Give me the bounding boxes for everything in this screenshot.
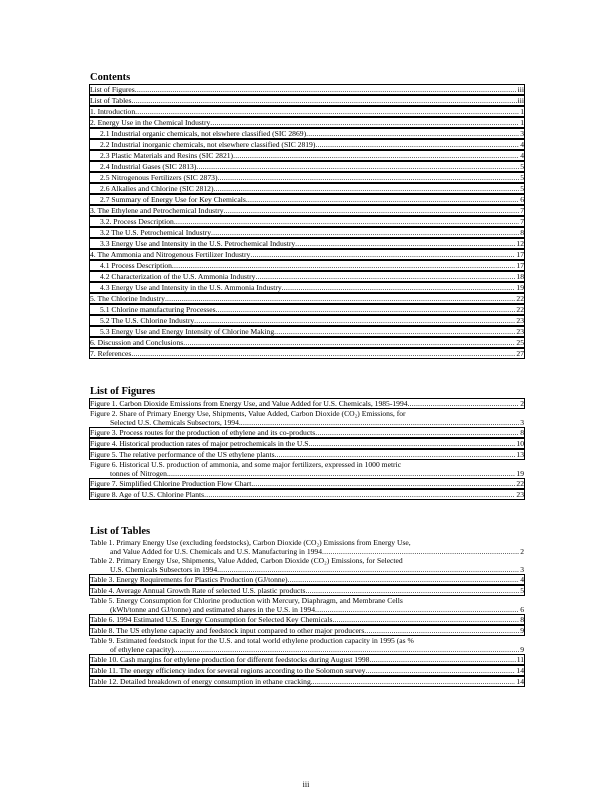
figure-entry-title: Figure 3. Process routes for the production of ethylene and its co-products — [90, 428, 316, 437]
table-entry-title: Table 5. Energy Consumption for Chlorine production with Mercury, Diaphragm, and Membrane Cells — [90, 596, 403, 605]
dot-leader — [295, 239, 515, 248]
toc-entry-title: 3.2. Process Description — [100, 217, 174, 226]
dot-leader — [305, 586, 519, 595]
toc-entry-page: 6 — [520, 195, 524, 204]
toc-entry-line — [90, 316, 524, 325]
dot-leader — [310, 439, 515, 448]
toc-entry-line — [90, 206, 524, 215]
dot-leader — [255, 272, 515, 281]
table-entry-line — [90, 615, 524, 624]
dot-leader — [131, 349, 515, 358]
table-entry-title: Table 9. Estimated feedstock input for the U.S. and total world ethylene production capacity in 1995 (as % — [90, 636, 414, 645]
figure-entry-title: Figure 5. The relative performance of the US ethylene plants. — [90, 450, 277, 459]
table-entry-title: Table 11. The energy efficiency index for several regions according to the Solomon survey — [90, 666, 366, 675]
table-entry-page: 6 — [520, 605, 524, 614]
table-entry-page: 11 — [516, 655, 524, 664]
dot-leader — [365, 666, 515, 675]
table-entry-link[interactable] — [90, 538, 524, 556]
table-entry-title: Table 1. Primary Energy Use (excluding feedstocks), Carbon Dioxide (CO₂) Emissions from Energy Use, — [90, 538, 411, 547]
table-entry-page: 5 — [520, 586, 524, 595]
dot-leader — [322, 547, 519, 556]
figure-entry-title: Figure 1. Carbon Dioxide Emissions from Energy Use, and Value Added for U.S. Chemicals, 1985-1994 — [90, 399, 408, 408]
toc-entry-link[interactable] — [89, 227, 525, 238]
figure-entry-page: 2 — [520, 399, 524, 408]
toc-entry-page: 23 — [516, 316, 524, 325]
toc-entry-line — [90, 349, 524, 358]
table-entry-line — [90, 636, 524, 645]
toc-entry-link[interactable] — [89, 84, 525, 95]
dot-leader — [315, 140, 519, 149]
dot-leader — [183, 338, 515, 347]
figure-entry-link[interactable] — [89, 478, 525, 489]
toc-entry-link[interactable] — [89, 315, 525, 326]
toc-entry-line — [90, 294, 524, 303]
table-entry-link[interactable] — [89, 676, 525, 687]
toc-entry-line — [90, 261, 524, 270]
toc-entry-link[interactable] — [89, 95, 525, 106]
tables-section — [90, 526, 524, 687]
figure-entry-page: 13 — [516, 450, 524, 459]
figure-entry-line — [90, 399, 524, 408]
toc-entry-title: 2.5 Nitrogenous Fertilizers (SIC 2873) — [100, 173, 218, 182]
toc-entry-line — [90, 195, 524, 204]
toc-entry-page: iii — [517, 96, 524, 105]
toc-entry-page: 4 — [520, 151, 524, 160]
toc-entry-link[interactable] — [89, 271, 525, 282]
toc-entry-line — [90, 162, 524, 171]
figure-entry-title: Figure 4. Historical production rates of major petrochemicals in the U.S. — [90, 439, 311, 448]
dot-leader — [196, 162, 519, 171]
toc-entry-title: 7. References — [90, 349, 132, 358]
dot-leader — [246, 195, 519, 204]
dot-leader — [174, 217, 519, 226]
table-entry-page: 2 — [520, 547, 524, 556]
toc-entry-line — [90, 173, 524, 182]
toc-entry-link[interactable] — [89, 128, 525, 139]
dot-leader — [172, 261, 515, 270]
table-entry-link[interactable] — [90, 596, 524, 614]
toc-entry-page: 7 — [520, 206, 524, 215]
figures-list — [90, 398, 524, 500]
figure-entry-page: 3 — [520, 418, 524, 427]
figure-entry-page: 22 — [516, 479, 524, 488]
toc-entry-title: 5.2 The U.S. Chlorine Industry — [100, 316, 195, 325]
figure-entry-page: 10 — [516, 439, 524, 448]
table-entry-title: Table 8. The US ethylene capacity and feedstock input compared to other major producers — [90, 626, 365, 635]
dot-leader — [135, 85, 517, 94]
toc-entry-title: 4. The Ammonia and Nitrogenous Fertilizer Industry — [90, 250, 251, 259]
table-entry-page: 4 — [520, 575, 524, 584]
tables-list — [90, 538, 524, 687]
table-entry-link[interactable] — [89, 614, 525, 625]
table-entry-line — [90, 538, 524, 547]
toc-entry-title: 3.3 Energy Use and Intensity in the U.S. Petrochemical Industry — [100, 239, 296, 248]
toc-entry-link[interactable] — [89, 117, 525, 128]
toc-entry-title: 4.1 Process Description — [100, 261, 172, 270]
table-entry-page: 9 — [520, 626, 524, 635]
dot-leader — [169, 469, 516, 478]
toc-entry-link[interactable] — [89, 216, 525, 227]
figure-entry-line — [90, 439, 524, 448]
figure-entry-link[interactable] — [89, 398, 525, 409]
figure-entry-title: Figure 6. Historical U.S. production of ammonia, and some major fertilizers, expressed in 1000 metric — [90, 460, 402, 469]
dot-leader — [211, 228, 519, 237]
toc-entry-page: 1 — [520, 118, 524, 127]
toc-entry-page: 7 — [520, 217, 524, 226]
table-entry-title: Table 4. Average Annual Growth Rate of selected U.S. plastic products — [90, 586, 306, 595]
toc-entry-page: iii — [517, 85, 524, 94]
toc-entry-page: 5 — [520, 184, 524, 193]
dot-leader — [282, 283, 516, 292]
toc-entry-line — [90, 272, 524, 281]
toc-entry-page: 25 — [516, 338, 524, 347]
table-entry-link[interactable] — [89, 665, 525, 676]
page-number: iii — [302, 780, 310, 789]
table-entry-line — [90, 586, 524, 595]
toc-entry-title: 2. Energy Use in the Chemical Industry — [90, 118, 211, 127]
figure-entry-title: Figure 7. Simplified Chlorine Production Flow Chart. — [90, 479, 254, 488]
dot-leader — [213, 184, 519, 193]
figure-entry-line — [90, 450, 524, 459]
table-entry-page: 14 — [516, 666, 524, 675]
toc-entry-link[interactable] — [89, 183, 525, 194]
figure-entry-title: Figure 2. Share of Primary Energy Use, Shipments, Value Added, Carbon Dioxide (CO₂) Emissions, for — [90, 409, 406, 418]
toc-entry-title: 2.3 Plastic Materials and Resins (SIC 2821) — [100, 151, 234, 160]
figure-entry-link[interactable] — [89, 438, 525, 449]
toc-entry-page: 17 — [516, 250, 524, 259]
table-entry-title: Table 10. Cash margins for ethylene production for different feedstocks during August 1998 — [90, 655, 370, 664]
toc-entry-line — [90, 140, 524, 149]
contents-section — [90, 72, 524, 359]
contents-heading: Contents — [90, 72, 131, 83]
toc-entry-title: 1. Introduction — [90, 107, 136, 116]
dot-leader — [364, 626, 519, 635]
figure-entry-title-continued: tonnes of Nitrogen. — [110, 469, 169, 478]
figure-entry-page: 8 — [520, 428, 524, 437]
figures-section — [90, 386, 524, 500]
table-entry-line — [90, 655, 524, 664]
toc-entry-title: 6. Discussion and Conclusions — [90, 338, 184, 347]
table-entry-link[interactable] — [90, 636, 524, 654]
toc-entry-line — [90, 250, 524, 259]
toc-entry-page: 8 — [520, 228, 524, 237]
toc-entry-line — [90, 239, 524, 248]
dot-leader — [224, 206, 520, 215]
toc-entry-title: 2.1 Industrial organic chemicals, not elswhere classified (SIC 2869) — [100, 129, 307, 138]
dot-leader — [204, 490, 515, 499]
dot-leader — [216, 305, 516, 314]
toc-entry-line — [90, 107, 524, 116]
figure-entry-link[interactable] — [90, 409, 524, 427]
toc-entry-title: 3.2 The U.S. Petrochemical Industry — [100, 228, 212, 237]
table-entry-page: 9 — [520, 645, 524, 654]
figure-entry-line — [90, 428, 524, 437]
table-entry-link[interactable] — [89, 625, 525, 636]
toc-entry-page: 5 — [520, 173, 524, 182]
toc-entry-link[interactable] — [89, 238, 525, 249]
toc-entry-link[interactable] — [89, 194, 525, 205]
toc-entry-link[interactable] — [89, 249, 525, 260]
toc-entry-title: List of Figures — [90, 85, 135, 94]
toc-entry-line — [90, 118, 524, 127]
table-entry-continuation — [90, 605, 524, 614]
toc-entry-page: 27 — [516, 349, 524, 358]
figure-entry-continuation — [90, 469, 524, 478]
toc-entry-link[interactable] — [89, 326, 525, 337]
toc-entry-line — [90, 129, 524, 138]
table-entry-link[interactable] — [89, 654, 525, 665]
toc-entry-page: 23 — [516, 327, 524, 336]
toc-entry-page: 22 — [516, 294, 524, 303]
toc-entry-title: 5. The Chlorine Industry — [90, 294, 165, 303]
toc-entry-link[interactable] — [89, 106, 525, 117]
dot-leader — [176, 645, 520, 654]
figure-entry-line — [90, 490, 524, 499]
table-entry-line — [90, 556, 524, 565]
figure-entry-line — [90, 460, 524, 469]
toc-entry-page: 19 — [516, 283, 524, 292]
dot-leader — [217, 173, 519, 182]
toc-entry-line — [90, 151, 524, 160]
toc-entry-link[interactable] — [89, 304, 525, 315]
table-entry-continuation — [90, 547, 524, 556]
table-entry-line — [90, 666, 524, 675]
dot-leader — [306, 129, 519, 138]
figure-entry-line — [90, 409, 524, 418]
table-entry-line — [90, 596, 524, 605]
figure-entry-continuation — [90, 418, 524, 427]
table-entry-line — [90, 677, 524, 686]
toc-entry-page: 17 — [516, 261, 524, 270]
figure-entry-page: 19 — [516, 469, 524, 478]
table-entry-title: Table 12. Detailed breakdown of energy consumption in ethane cracking. — [90, 677, 313, 686]
toc-entry-title: 5.1 Chlorine manufacturing Processes — [100, 305, 216, 314]
page-footer — [0, 780, 612, 790]
figure-entry-line — [90, 479, 524, 488]
table-entry-page: 8 — [520, 615, 524, 624]
toc-entry-title: 2.6 Alkalies and Chlorine (SIC 2812) — [100, 184, 214, 193]
dot-leader — [288, 575, 520, 584]
toc-entry-title: 2.2 Industrial inorganic chemicals, not elsewhere classified (SIC 2819) — [100, 140, 316, 149]
table-entry-title-continued: U.S. Chemicals Subsectors in 1994. — [110, 565, 220, 574]
toc-entry-link[interactable] — [89, 139, 525, 150]
table-entry-link[interactable] — [89, 574, 525, 585]
toc-entry-page: 22 — [516, 305, 524, 314]
toc-entry-page: 12 — [516, 239, 524, 248]
toc-entry-page: 5 — [520, 162, 524, 171]
table-entry-line — [90, 575, 524, 584]
table-entry-title: Table 2. Primary Energy Use, Shipments, Value Added, Carbon Dioxide (CO₂) Emissions, for Selected — [90, 556, 403, 565]
figure-entry-link[interactable] — [89, 449, 525, 460]
toc-entry-link[interactable] — [89, 293, 525, 304]
toc-entry-title: 2.7 Summary of Energy Use for Key Chemicals — [100, 195, 246, 204]
table-entry-continuation — [90, 565, 524, 574]
figure-entry-link[interactable] — [89, 427, 525, 438]
table-entry-link[interactable] — [90, 556, 524, 574]
dot-leader — [408, 399, 520, 408]
dot-leader — [253, 479, 515, 488]
dot-leader — [276, 450, 515, 459]
dot-leader — [241, 418, 519, 427]
toc-entry-page: 4 — [520, 140, 524, 149]
toc-entry-title: 3. The Ethylene and Petrochemical Industry — [90, 206, 224, 215]
toc-entry-line — [90, 228, 524, 237]
dot-leader — [274, 327, 515, 336]
toc-entry-link[interactable] — [89, 172, 525, 183]
dot-leader — [334, 615, 519, 624]
figure-entry-title: Figure 8. Age of U.S. Chlorine Plants — [90, 490, 205, 499]
toc-entry-link[interactable] — [89, 161, 525, 172]
table-entry-title-continued: and Value Added for U.S. Chemicals and U.S. Manufacturing in 1994 — [110, 547, 323, 556]
dot-leader — [315, 605, 519, 614]
dot-leader — [210, 118, 519, 127]
table-entry-title-continued: (kWh/tonne and GJ/tonne) and estimated shares in the U.S. in 1994 — [110, 605, 315, 614]
toc-entry-page: 3 — [520, 129, 524, 138]
toc-entry-title: 4.2 Characterization of the U.S. Ammonia Industry — [100, 272, 256, 281]
table-entry-title-continued: of ethylene capacity). — [110, 645, 176, 654]
table-entry-title: Table 3. Energy Requirements for Plastics Production (GJ/tonne) — [90, 575, 288, 584]
table-entry-title: Table 6. 1994 Estimated U.S. Energy Consumption for Selected Key Chemicals. — [90, 615, 335, 624]
tables-heading: List of Tables — [90, 526, 151, 537]
toc-entry-title: List of Tables — [90, 96, 132, 105]
dot-leader — [313, 677, 516, 686]
figure-entry-link[interactable] — [89, 489, 525, 500]
toc-entry-page: 18 — [516, 272, 524, 281]
figure-entry-link[interactable] — [90, 460, 524, 478]
toc-entry-line — [90, 305, 524, 314]
table-entry-link[interactable] — [89, 585, 525, 596]
dot-leader — [233, 151, 519, 160]
toc-entry-line — [90, 338, 524, 347]
toc-entry-line — [90, 283, 524, 292]
toc-entry-link[interactable] — [89, 348, 525, 359]
toc-entry-line — [90, 85, 524, 94]
dot-leader — [135, 107, 519, 116]
dot-leader — [315, 428, 519, 437]
toc-entry-link[interactable] — [89, 282, 525, 293]
figure-entry-title-continued: Selected U.S. Chemicals Subsectors, 1994. — [110, 418, 241, 427]
dot-leader — [165, 294, 515, 303]
toc-entry-title: 5.3 Energy Use and Energy Intensity of Chlorine Making — [100, 327, 275, 336]
dot-leader — [250, 250, 515, 259]
toc-entry-page: 1 — [520, 107, 524, 116]
toc-entry-line — [90, 327, 524, 336]
toc-entry-title: 4.3 Energy Use and Intensity in the U.S. Ammonia Industry — [100, 283, 282, 292]
table-entry-page: 3 — [520, 565, 524, 574]
contents-list — [90, 84, 524, 359]
toc-entry-link[interactable] — [89, 337, 525, 348]
dot-leader — [219, 565, 519, 574]
toc-entry-line — [90, 217, 524, 226]
dot-leader — [132, 96, 517, 105]
figure-entry-page: 23 — [516, 490, 524, 499]
dot-leader — [369, 655, 515, 664]
toc-entry-line — [90, 96, 524, 105]
dot-leader — [194, 316, 515, 325]
toc-entry-link[interactable] — [89, 260, 525, 271]
figures-heading: List of Figures — [90, 386, 156, 397]
table-entry-line — [90, 626, 524, 635]
toc-entry-link[interactable] — [89, 205, 525, 216]
table-entry-page: 14 — [516, 677, 524, 686]
table-entry-continuation — [90, 645, 524, 654]
toc-entry-title: 2.4 Industrial Gases (SIC 2813) — [100, 162, 197, 171]
toc-entry-link[interactable] — [89, 150, 525, 161]
toc-entry-line — [90, 184, 524, 193]
